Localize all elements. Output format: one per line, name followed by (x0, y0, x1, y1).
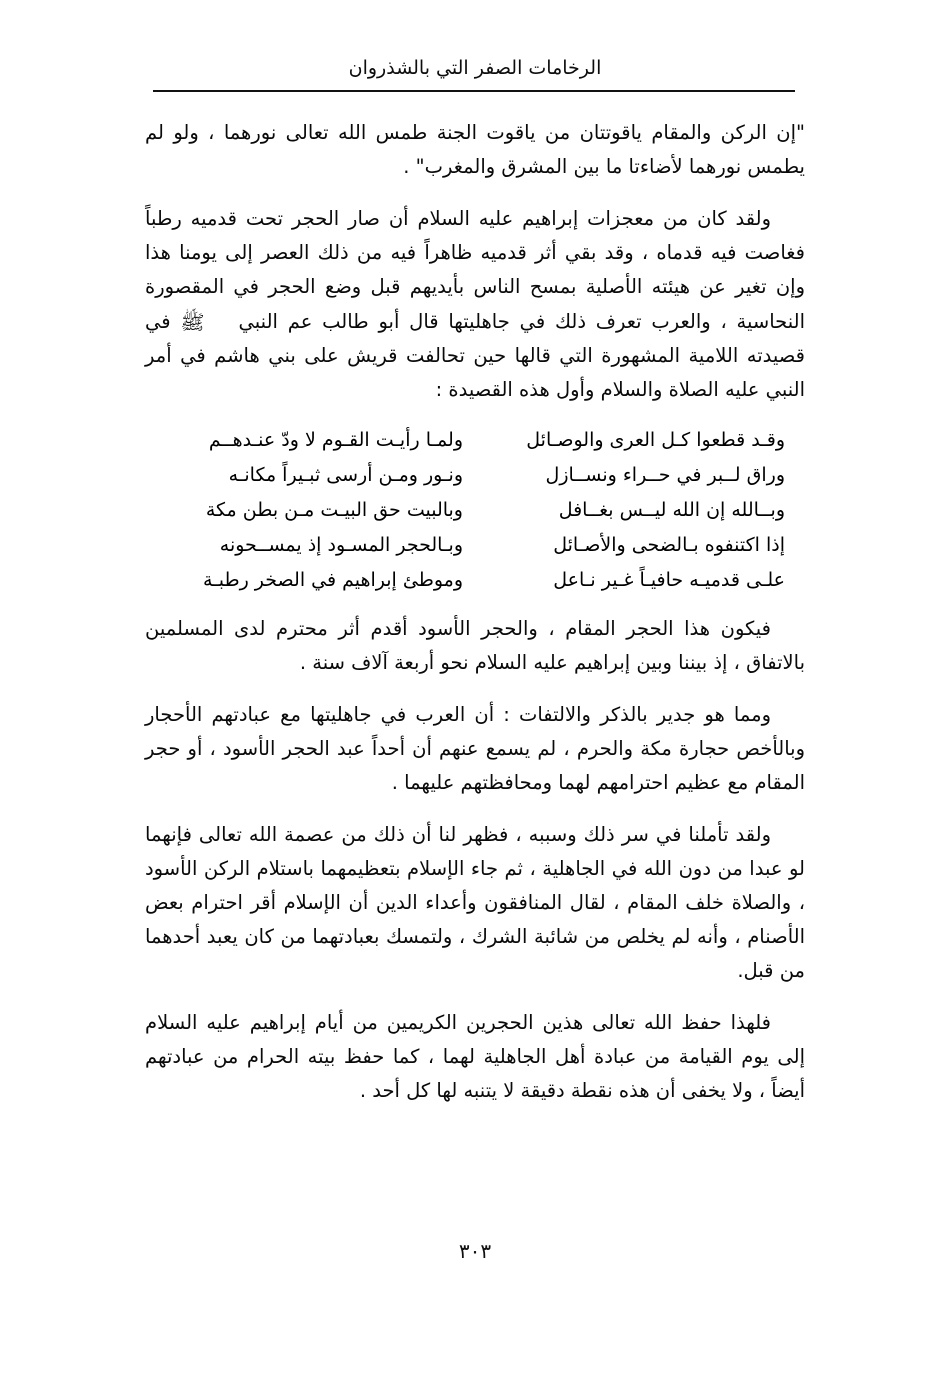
poem-verse (163, 458, 787, 493)
poem-hemistich-second: وقـد قطعوا كـل العرى والوصـائل (526, 428, 785, 451)
paragraph-noteworthy: ومما هو جدير بالذكر والالتفات : أن العرب في جاهليتها مع عبادتهم الأحجار وبالأخص حجارة مكة والحرم ، لم يسمع عنهم أن أحداً عبد الحجر الأسود ، أو حجر المقام مع عظيم احترامهم لهما ومحافظتهم عليهما . (145, 702, 805, 794)
page-title: الرخامات الصفر التي بالشذروان (348, 57, 602, 79)
header-divider (153, 90, 795, 92)
poem-hemistich-first: وبالبيت حق البيـت مـن بطن مكة (205, 498, 463, 521)
page-footer (0, 1169, 950, 1389)
paragraph-oldest-relic: فيكون هذا الحجر المقام ، والحجر الأسود أقدم أثر محترم لدى المسلمين بالاتفاق ، إذ بيننا وبين إبراهيم عليه السلام نحو أربعة آلاف سنة . (145, 616, 805, 674)
page-number: ٣٠٣ (458, 1239, 492, 1263)
paragraph-miracles-text-a: ولقد كان من معجزات إبراهيم عليه السلام أن صار الحجر تحت قدميه رطباً فغاصت فيه قدماه ، وقد بقي أثر قدميه ظاهراً فيه من ذلك العصر إلى يومنا هذا وإن تغير عن هيئته الأصلية بمسح الناس بأيديهم قبل وضع الحجر في المقصورة النحاسية ، والعرب تعرف ذلك في جاهليتها قال أبو طالب عم النبي (145, 206, 806, 333)
paragraph-miracles-text-b: في قصيدته اللامية المشهورة التي قالها حين تحالفت قريش على بني هاشم في أمر النبي عليه الصلاة والسلام وأول هذه القصيدة : (145, 309, 805, 401)
paragraph-reflection: ولقد تأملنا في سر ذلك وسببه ، فظهر لنا أن ذلك من عصمة الله تعالى فإنهما لو عبدا من دون الله في الجاهلية ، ثم جاء الإسلام بتعظيمهما باستلام الركن الأسود ، والصلاة خلف المقام ، لقال المنافقون وأعداء الدين أن الإسلام أقر احترام بعض الأصنام ، وأنه لم يخلص من شائبة الشرك ، ولتمسك بعبادتهما من كان يعبد أحدهما من قبل. (145, 822, 805, 982)
poem-hemistich-second: علـى قدميـه حافيـاً غـير نـاعل (553, 568, 785, 591)
poem-verse (163, 528, 787, 563)
paragraph-miracles (145, 202, 805, 407)
poem-verse (163, 493, 787, 528)
peace-be-upon-him-icon: ﷺ (180, 309, 205, 334)
poem-hemistich-first: وبـالحجر المسـود إذ يمســحونه (219, 533, 463, 556)
paragraph-preservation: فلهذا حفظ الله تعالى هذين الحجرين الكريمين من أيام إبراهيم عليه السلام إلى يوم القيامة من عبادة أهل الجاهلية لهما ، كما حفظ بيته الحرام من عبادتهم أيضاً ، ولا يخفى أن هذه نقطة دقيقة لا يتنبه لها كل أحد . (145, 1010, 805, 1102)
poem-verse (163, 423, 787, 458)
poem-hemistich-second: إذا اكتنفوه بـالضحى والأصـائل (553, 533, 785, 556)
hadith-quote: "إن الركن والمقام ياقوتتان من ياقوت الجنة طمس الله تعالى نورهما ، ولو لم يطمس نورهما لأضاءتا ما بين المشرق والمغرب" . (145, 120, 805, 178)
running-header (145, 56, 805, 92)
poem-hemistich-first: ونـور ومـن أرسى ثبـيراً مكانـه (228, 463, 463, 486)
poem-hemistich-second: وبــالله إن الله ليــس بغــافل (558, 498, 785, 521)
text-column (145, 116, 805, 1169)
poem-block (145, 423, 805, 598)
poem-hemistich-first: ولمـا رأيـت القـوم لا ودّ عنـدهــم (208, 428, 463, 451)
poem-hemistich-second: وراق لــبر في حــراء ونســازل (545, 463, 785, 486)
poem-hemistich-first: وموطئ إبراهيم في الصخر رطبـة (202, 568, 463, 591)
poem-verse (163, 563, 787, 598)
